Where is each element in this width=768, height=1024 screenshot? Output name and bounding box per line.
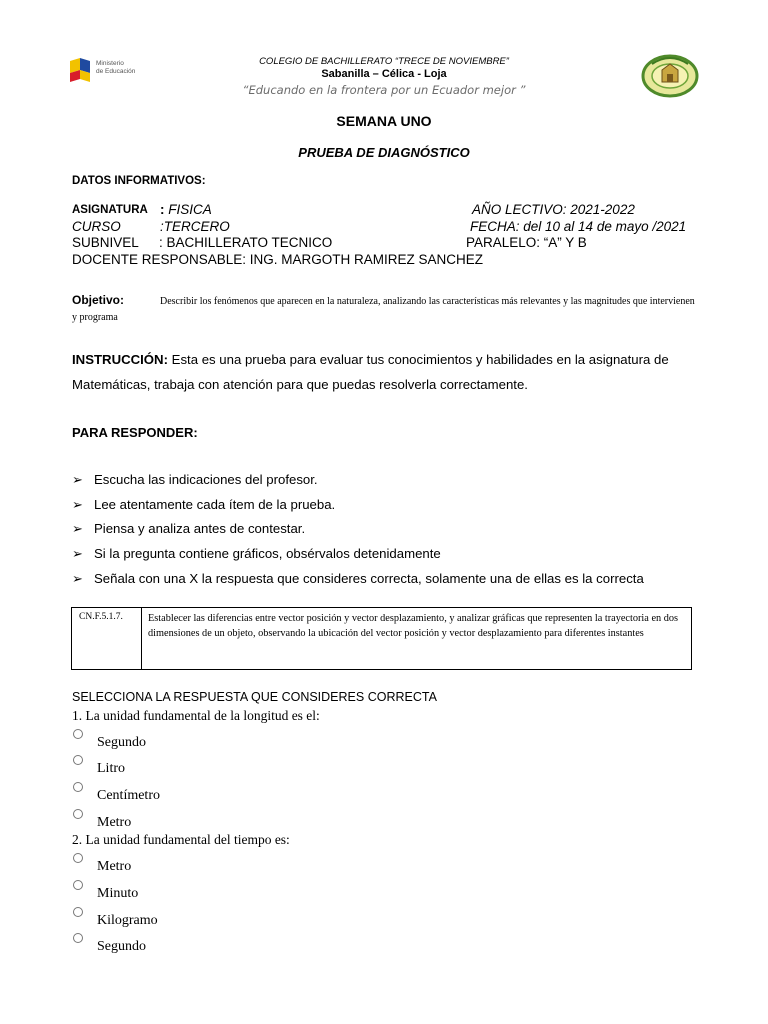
arrow-bullet-icon: ➢ — [72, 472, 84, 487]
list-item: ➢ Escucha las indicaciones del profesor. — [72, 472, 318, 487]
anio-lectivo: AÑO LECTIVO: 2021-2022 — [472, 202, 635, 217]
option-label: Metro — [97, 815, 132, 830]
option-label: Segundo — [97, 735, 146, 750]
arrow-bullet-icon: ➢ — [72, 497, 84, 512]
criterio-text: Establecer las diferencias entre vector posición y vector desplazamiento, y analizar gráficas que representen la trayectoria en dos dimensiones de un objeto, observando la ubicación del vector posición y vector desplazamiento para diferentes instantes — [148, 613, 679, 639]
subnivel-label: SUBNIVEL — [72, 235, 139, 250]
asignatura-value-text: FISICA — [164, 202, 212, 217]
school-location: Sabanilla – Célica - Loja — [321, 68, 447, 80]
instruccion — [72, 347, 702, 397]
objetivo-label: Objetivo: — [72, 293, 125, 307]
list-item: ➢ Señala con una X la respuesta que consideres correcta, solamente una de ellas es la correcta — [72, 571, 644, 586]
arrow-bullet-icon: ➢ — [72, 521, 84, 536]
asignatura-label: ASIGNATURA — [72, 204, 148, 216]
ministry-line1: Ministerio — [96, 60, 124, 67]
page-title: SEMANA UNO — [336, 113, 432, 129]
instruccion-label: INSTRUCCIÓN: — [72, 352, 168, 367]
datos-heading: DATOS INFORMATIVOS: — [72, 175, 206, 187]
question-2: 2. La unidad fundamental del tiempo es: — [72, 832, 290, 847]
option-label: Kilogramo — [97, 913, 158, 928]
list-item: ➢ Lee atentamente cada ítem de la prueba. — [72, 497, 336, 512]
para-responder-heading: PARA RESPONDER: — [72, 425, 198, 440]
curso-label: CURSO — [72, 219, 121, 234]
radio-option[interactable] — [73, 853, 83, 863]
asignatura-value: : FISICA — [160, 202, 212, 217]
criterio-table — [71, 607, 692, 670]
curso-value: :TERCERO — [160, 219, 230, 234]
option-label: Metro — [97, 859, 132, 874]
option-label: Minuto — [97, 886, 139, 901]
selecciona-heading: SELECCIONA LA RESPUESTA QUE CONSIDERES CORRECTA — [72, 690, 437, 704]
radio-option[interactable] — [73, 755, 83, 765]
instruccion-text: Esta es una prueba para evaluar tus conocimientos y habilidades en la asignatura de Matemáticas, trabaja con atención para que puedas resolverla correctamente. — [72, 352, 669, 392]
radio-option[interactable] — [73, 907, 83, 917]
list-item: ➢ Piensa y analiza antes de contestar. — [72, 521, 306, 536]
criterio-code: CN.F.5.1.7. — [72, 608, 142, 669]
arrow-bullet-icon: ➢ — [72, 571, 84, 586]
fecha: FECHA: del 10 al 14 de mayo /2021 — [470, 219, 687, 234]
list-item: ➢ Si la pregunta contiene gráficos, obsérvalos detenidamente — [72, 546, 441, 561]
ministry-line2: de Educación — [96, 68, 136, 75]
option-label: Segundo — [97, 939, 146, 954]
page-subtitle: PRUEBA DE DIAGNÓSTICO — [298, 145, 470, 160]
option-label: Centímetro — [97, 788, 160, 803]
objetivo-text: Describir los fenómenos que aparecen en la naturaleza, analizando las características más relevantes y las magnitudes que intervienen y programa — [72, 296, 695, 323]
radio-option[interactable] — [73, 933, 83, 943]
option-label: Litro — [97, 761, 125, 776]
radio-option[interactable] — [73, 729, 83, 739]
school-name: COLEGIO DE BACHILLERATO “TRECE DE NOVIEMBRE” — [259, 56, 509, 67]
docente: DOCENTE RESPONSABLE: ING. MARGOTH RAMIREZ SANCHEZ — [72, 252, 484, 267]
paralelo: PARALELO: “A” Y B — [466, 235, 587, 250]
radio-option[interactable] — [73, 880, 83, 890]
school-motto: “Educando en la frontera por un Ecuador mejor ” — [242, 83, 526, 97]
subnivel-value: : BACHILLERATO TECNICO — [159, 235, 333, 250]
radio-option[interactable] — [73, 809, 83, 819]
question-1: 1. La unidad fundamental de la longitud es el: — [72, 708, 320, 723]
arrow-bullet-icon: ➢ — [72, 546, 84, 561]
radio-option[interactable] — [73, 782, 83, 792]
